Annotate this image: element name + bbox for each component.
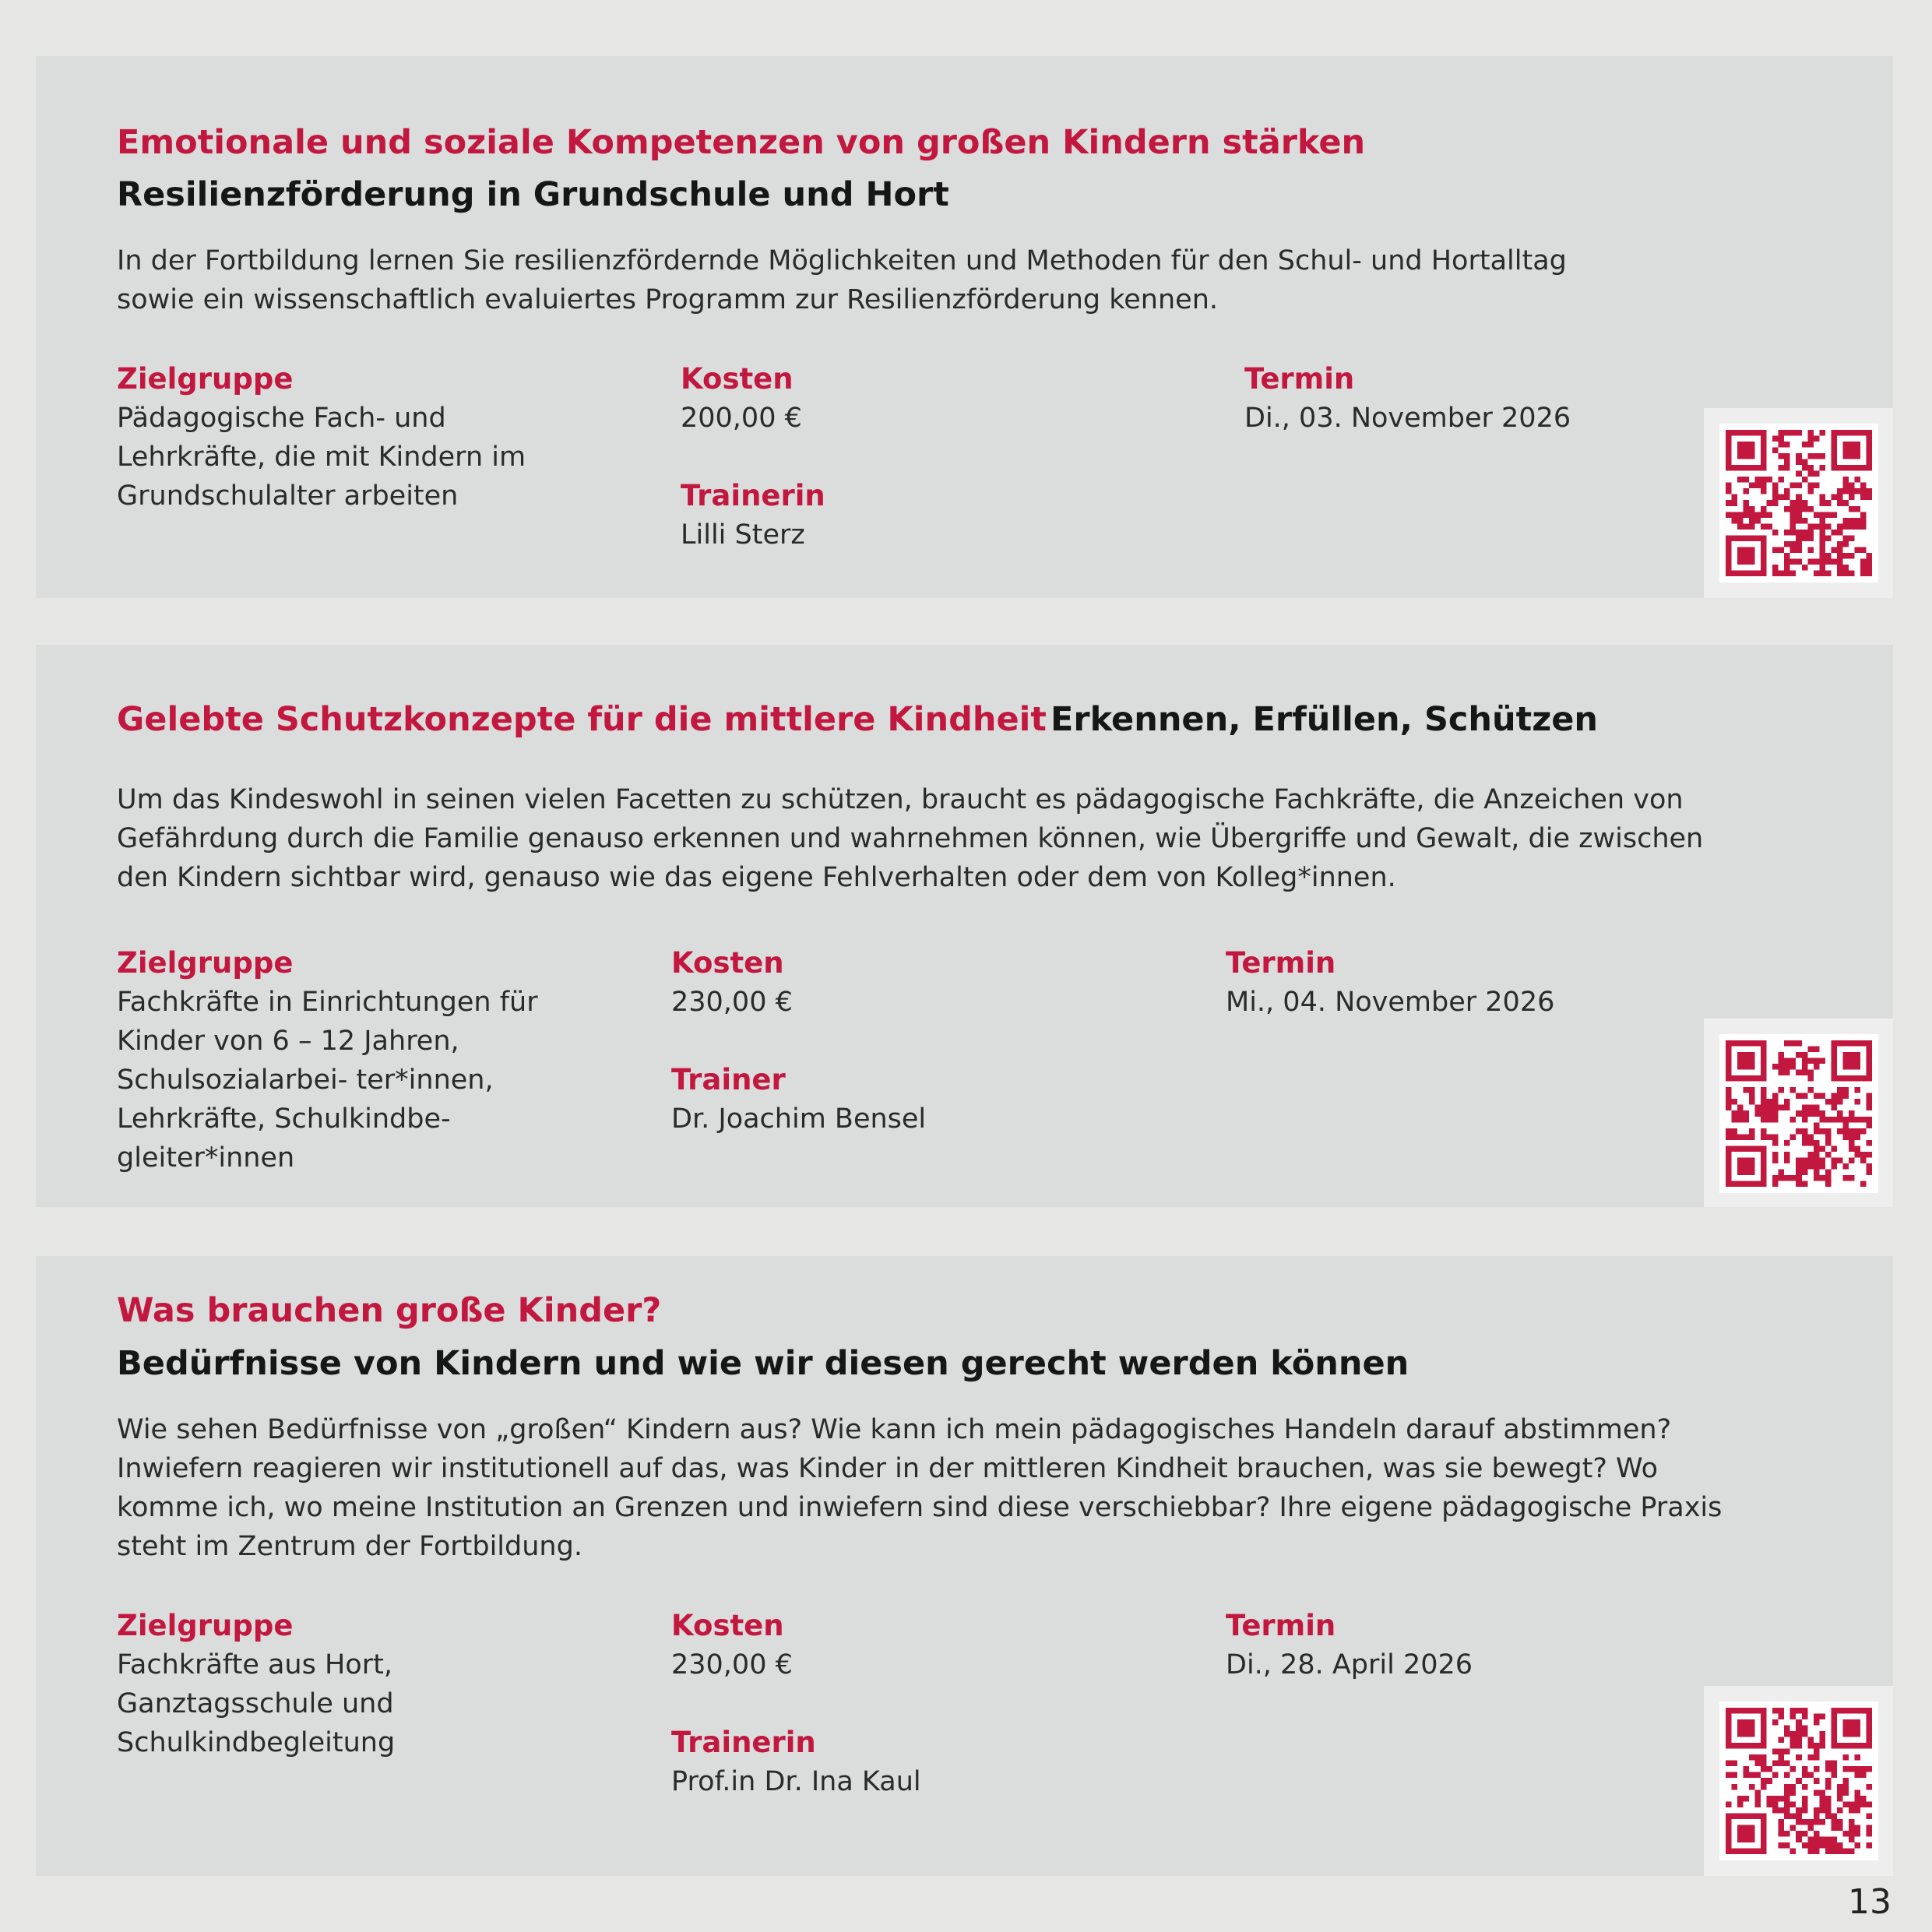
zielgruppe-value: Pädagogische Fach- und Lehrkräfte, die mit Kindern im Grundschulalter arbeiten xyxy=(117,403,526,512)
zielgruppe-label: Zielgruppe xyxy=(117,1609,294,1642)
course-card xyxy=(36,56,1893,598)
qr-code-icon[interactable] xyxy=(1719,1701,1878,1860)
course-description: Wie sehen Bedürfnisse von „großen“ Kindern aus? Wie kann ich mein pädagogisches Handeln darauf abstimmen? Inwiefern reagieren wir institutionell auf das, was Kinder in der mittleren Kindheit brauchen, was sie bewegt? Wo komme ich, wo meine Institution an Grenzen und inwiefern sind diese verschiebbar? Ihre eigene pädagogische Praxis steht im Zentrum der Fortbildung. xyxy=(117,1414,1723,1562)
trainer-label: Trainerin xyxy=(681,479,825,512)
kosten-value: 230,00 € xyxy=(671,987,793,1018)
course-title: Was brauchen große Kinder? xyxy=(117,1291,662,1330)
qr-code-icon[interactable] xyxy=(1719,424,1878,582)
qr-code-container xyxy=(1704,1019,1893,1207)
trainer-value: Lilli Sterz xyxy=(681,519,805,551)
trainer-value: Dr. Joachim Bensel xyxy=(671,1103,927,1135)
kosten-value: 200,00 € xyxy=(681,403,802,434)
course-heading xyxy=(117,698,1598,741)
page-number: 13 xyxy=(1848,1882,1892,1922)
qr-code-graphic xyxy=(1726,430,1872,576)
qr-code-container xyxy=(1704,1686,1893,1876)
trainer-label: Trainer xyxy=(671,1063,786,1096)
course-title: Emotionale und soziale Kompetenzen von großen Kindern stärken xyxy=(117,123,1366,162)
zielgruppe-value: Fachkräfte in Einrichtungen für Kinder von 6 – 12 Jahren, Schulsozialarbei- ter*innen, Lehrkräfte, Schulkindbe- gleiter*innen xyxy=(117,987,538,1174)
qr-code-container xyxy=(1704,408,1893,598)
course-card xyxy=(36,1256,1893,1876)
termin-label: Termin xyxy=(1226,1609,1336,1642)
trainer-label: Trainerin xyxy=(671,1726,816,1759)
kosten-value: 230,00 € xyxy=(671,1649,793,1680)
zielgruppe-label: Zielgruppe xyxy=(117,946,294,980)
course-description: Um das Kindeswohl in seinen vielen Facetten zu schützen, braucht es pädagogische Fachkräfte, die Anzeichen von Gefährdung durch die Familie genauso erkennen und wahrnehmen können, wie Übergriffe und Gewalt, die zwischen den Kindern sichtbar wird, genauso wie das eigene Fehlverhalten oder dem von Kolleg*innen. xyxy=(117,784,1704,893)
course-description: In der Fortbildung lernen Sie resilienzfördernde Möglichkeiten und Methoden für den Schul- und Hortalltag sowie ein wissenschaftlich evaluiertes Programm zur Resilienzförderung kennen. xyxy=(117,245,1567,315)
termin-label: Termin xyxy=(1226,946,1336,980)
qr-code-graphic xyxy=(1726,1040,1872,1187)
kosten-label: Kosten xyxy=(671,946,784,980)
kosten-label: Kosten xyxy=(681,362,794,396)
termin-label: Termin xyxy=(1244,362,1355,396)
qr-code-graphic xyxy=(1726,1708,1872,1854)
kosten-label: Kosten xyxy=(671,1609,784,1642)
zielgruppe-value: Fachkräfte aus Hort, Ganztagsschule und Schulkindbegleitung xyxy=(117,1649,396,1758)
course-subtitle: Bedürfnisse von Kindern und wie wir diesen gerecht werden können xyxy=(117,1344,1409,1383)
zielgruppe-label: Zielgruppe xyxy=(117,362,294,396)
trainer-value: Prof.in Dr. Ina Kaul xyxy=(671,1766,921,1797)
termin-value: Di., 28. April 2026 xyxy=(1226,1649,1473,1680)
termin-value: Mi., 04. November 2026 xyxy=(1226,987,1555,1018)
qr-code-icon[interactable] xyxy=(1719,1034,1878,1193)
course-title: Gelebte Schutzkonzepte für die mittlere Kindheit xyxy=(117,700,1047,739)
termin-value: Di., 03. November 2026 xyxy=(1244,403,1571,434)
course-card xyxy=(36,645,1893,1207)
course-subtitle: Resilienzförderung in Grundschule und Hort xyxy=(117,175,949,214)
course-subtitle: Erkennen, Erfüllen, Schützen xyxy=(1050,700,1599,739)
